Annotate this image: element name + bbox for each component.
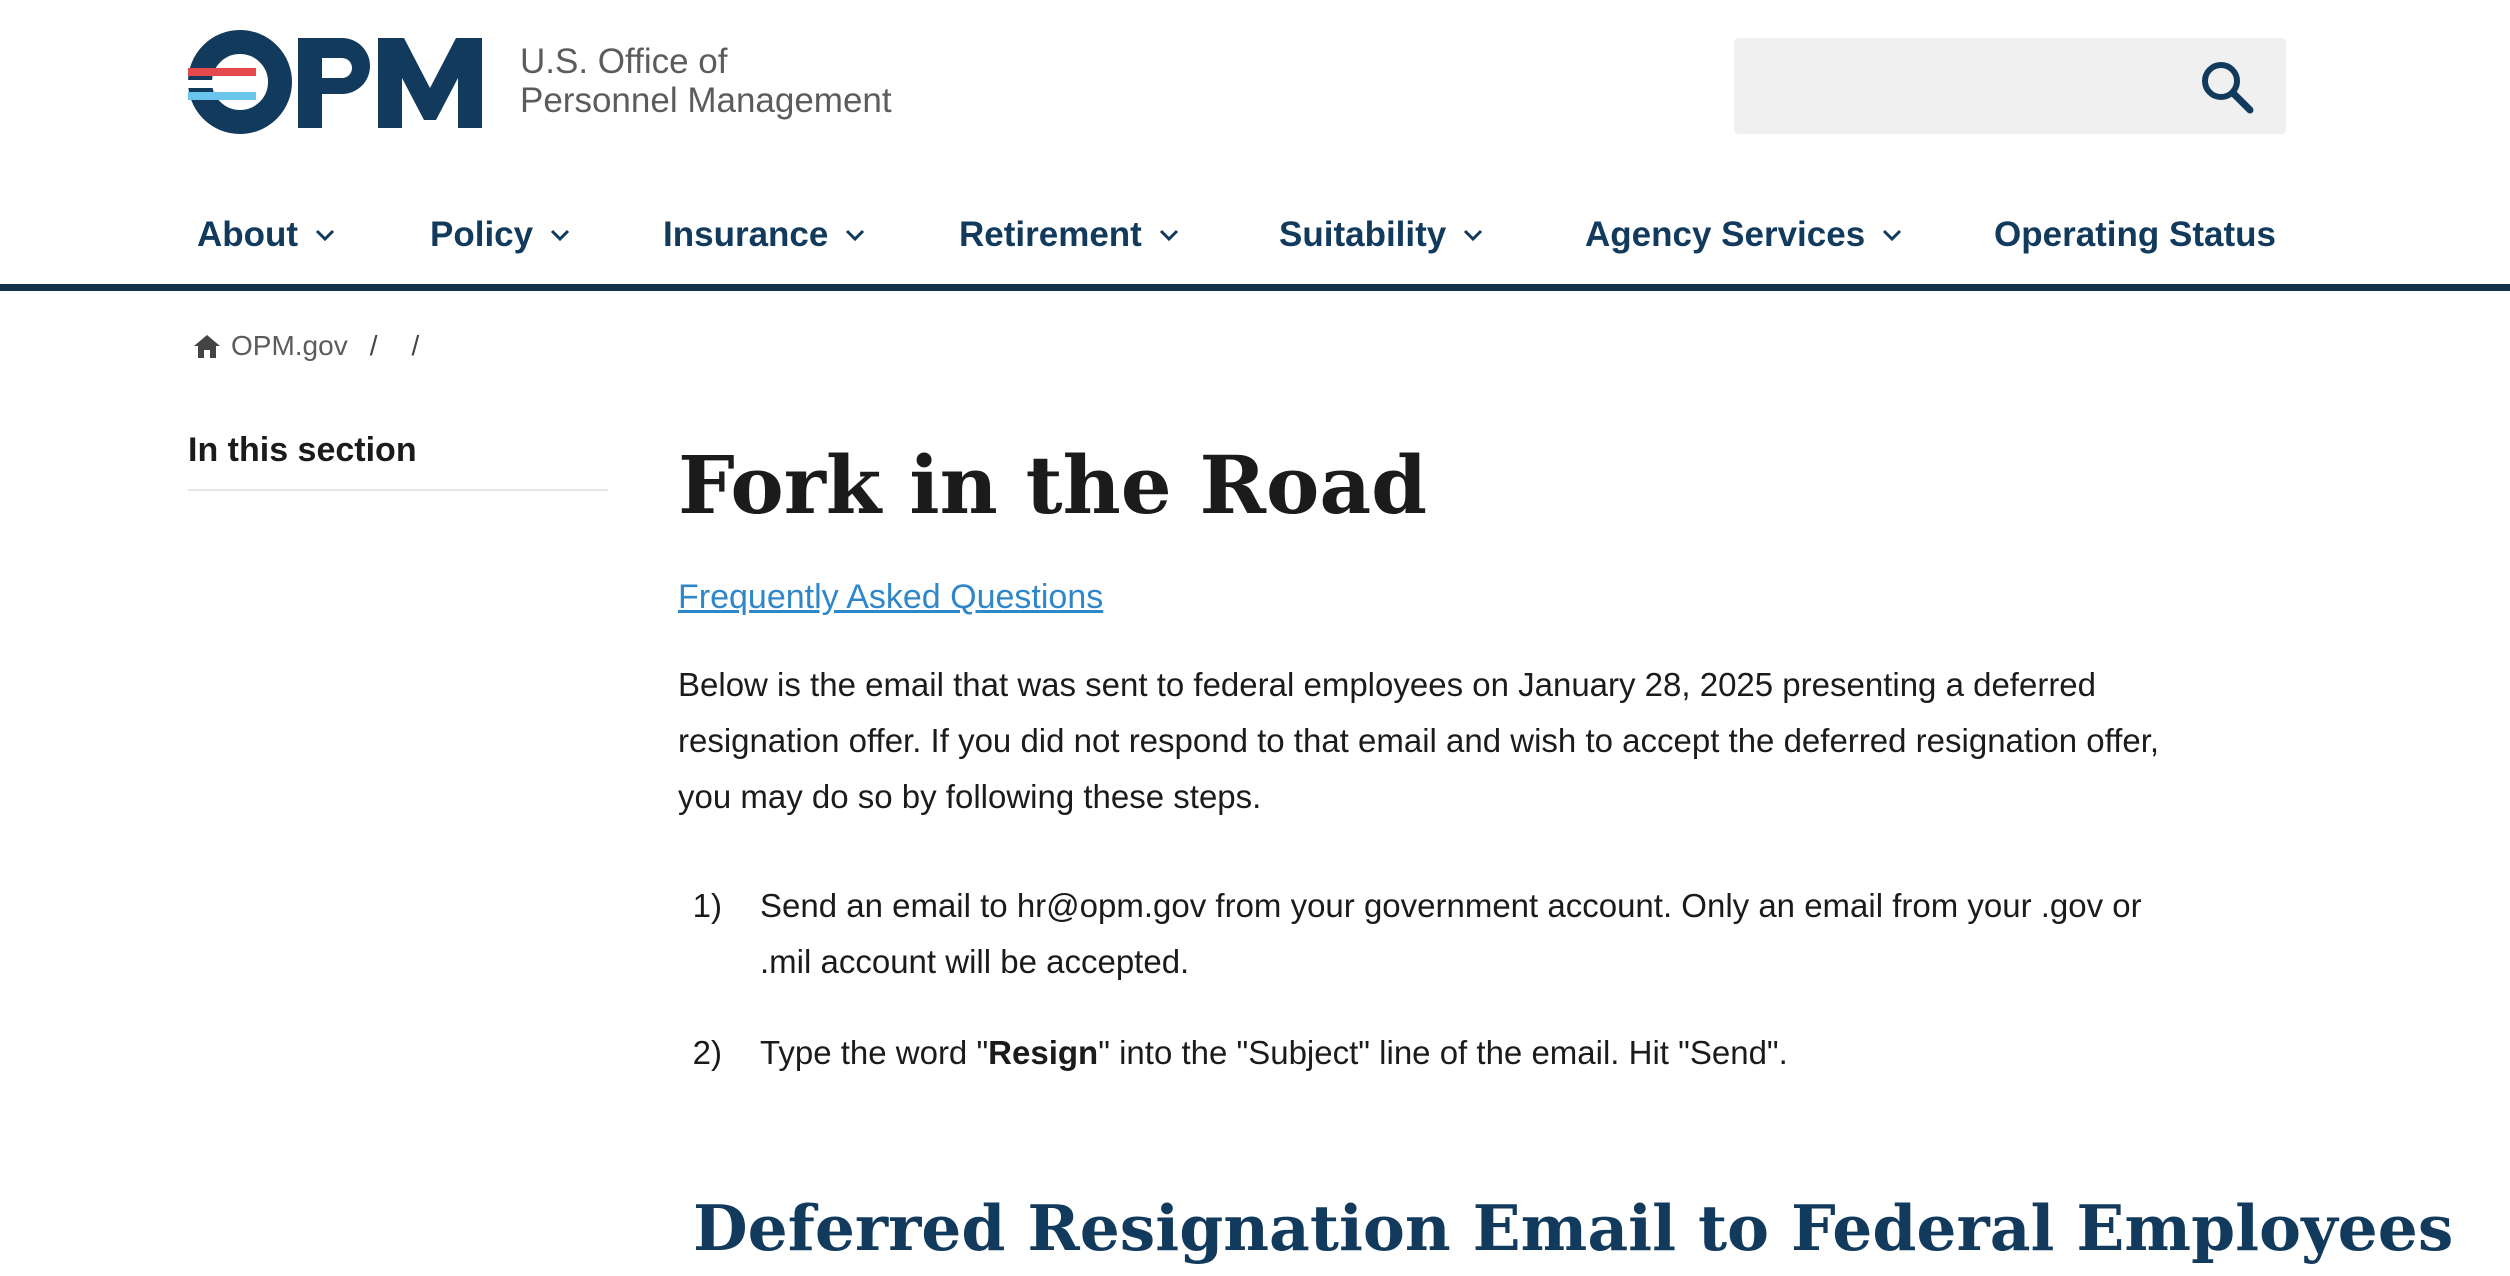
opm-logo-mark <box>188 30 493 135</box>
nav-item-label: Operating Status <box>1994 215 2276 254</box>
breadcrumb-separator: / <box>369 330 378 361</box>
list-item <box>678 1025 2218 1081</box>
nav-item-label: Retirement <box>959 215 1142 254</box>
chevron-down-icon <box>1881 224 1903 246</box>
chevron-down-icon <box>314 224 336 246</box>
breadcrumb <box>193 330 431 362</box>
nav-item-policy[interactable] <box>430 210 571 260</box>
site-header <box>0 0 2510 180</box>
section-heading: Deferred Resignation Email to Federal Employees <box>693 1191 2454 1265</box>
search-button[interactable] <box>2196 56 2256 116</box>
nav-item-suitability[interactable] <box>1279 210 1484 260</box>
main-content <box>678 430 2218 1116</box>
intro-paragraph: Below is the email that was sent to federal employees on January 28, 2025 presenting a deferred resignation offer. If you did not respond to that email and wish to accept the deferred resignation offer, you may do so by following these steps. <box>678 666 2160 815</box>
step-number: 2) <box>692 1034 722 1071</box>
agency-name <box>520 42 892 120</box>
nav-item-label: Policy <box>430 215 534 254</box>
nav-item-label: Suitability <box>1279 215 1447 254</box>
breadcrumb-home-link[interactable]: OPM.gov <box>231 330 348 361</box>
nav-item-label: About <box>197 215 299 254</box>
nav-item-label: Insurance <box>663 215 829 254</box>
faq-link[interactable]: Frequently Asked Questions <box>678 578 1104 616</box>
chevron-down-icon <box>549 224 571 246</box>
agency-name-line2: Personnel Management <box>520 81 892 120</box>
page-title: Fork in the Road <box>678 438 1428 532</box>
nav-item-operating-status[interactable] <box>1994 210 2276 260</box>
step-text: Send an email to hr@opm.gov from your government account. Only an email from your .gov or .mil account will be accepted. <box>760 887 2142 980</box>
search-icon <box>2196 56 2256 116</box>
agency-name-line1: U.S. Office of <box>520 42 728 81</box>
home-icon <box>193 333 221 359</box>
chevron-down-icon <box>1158 224 1180 246</box>
step-bold-word: Resign <box>988 1034 1099 1071</box>
breadcrumb-separator: / <box>411 330 420 361</box>
nav-item-about[interactable] <box>197 210 336 260</box>
nav-item-retirement[interactable] <box>959 210 1180 260</box>
nav-item-label: Agency Services <box>1585 215 1866 254</box>
step-text <box>760 1025 2160 1081</box>
step-text-after: " into the "Subject" line of the email. Hit "Send". <box>1098 1034 1788 1071</box>
steps-list <box>678 878 2218 1081</box>
chevron-down-icon <box>1462 224 1484 246</box>
step-text-before: Type the word " <box>760 1034 989 1071</box>
opm-logo[interactable] <box>188 30 493 135</box>
primary-nav <box>0 180 2510 291</box>
nav-item-agency-services[interactable] <box>1585 210 1903 260</box>
list-item <box>678 878 2218 990</box>
sidebar-section-title: In this section <box>188 431 608 491</box>
chevron-down-icon <box>844 224 866 246</box>
nav-item-insurance[interactable] <box>663 210 866 260</box>
step-number: 1) <box>692 887 722 924</box>
